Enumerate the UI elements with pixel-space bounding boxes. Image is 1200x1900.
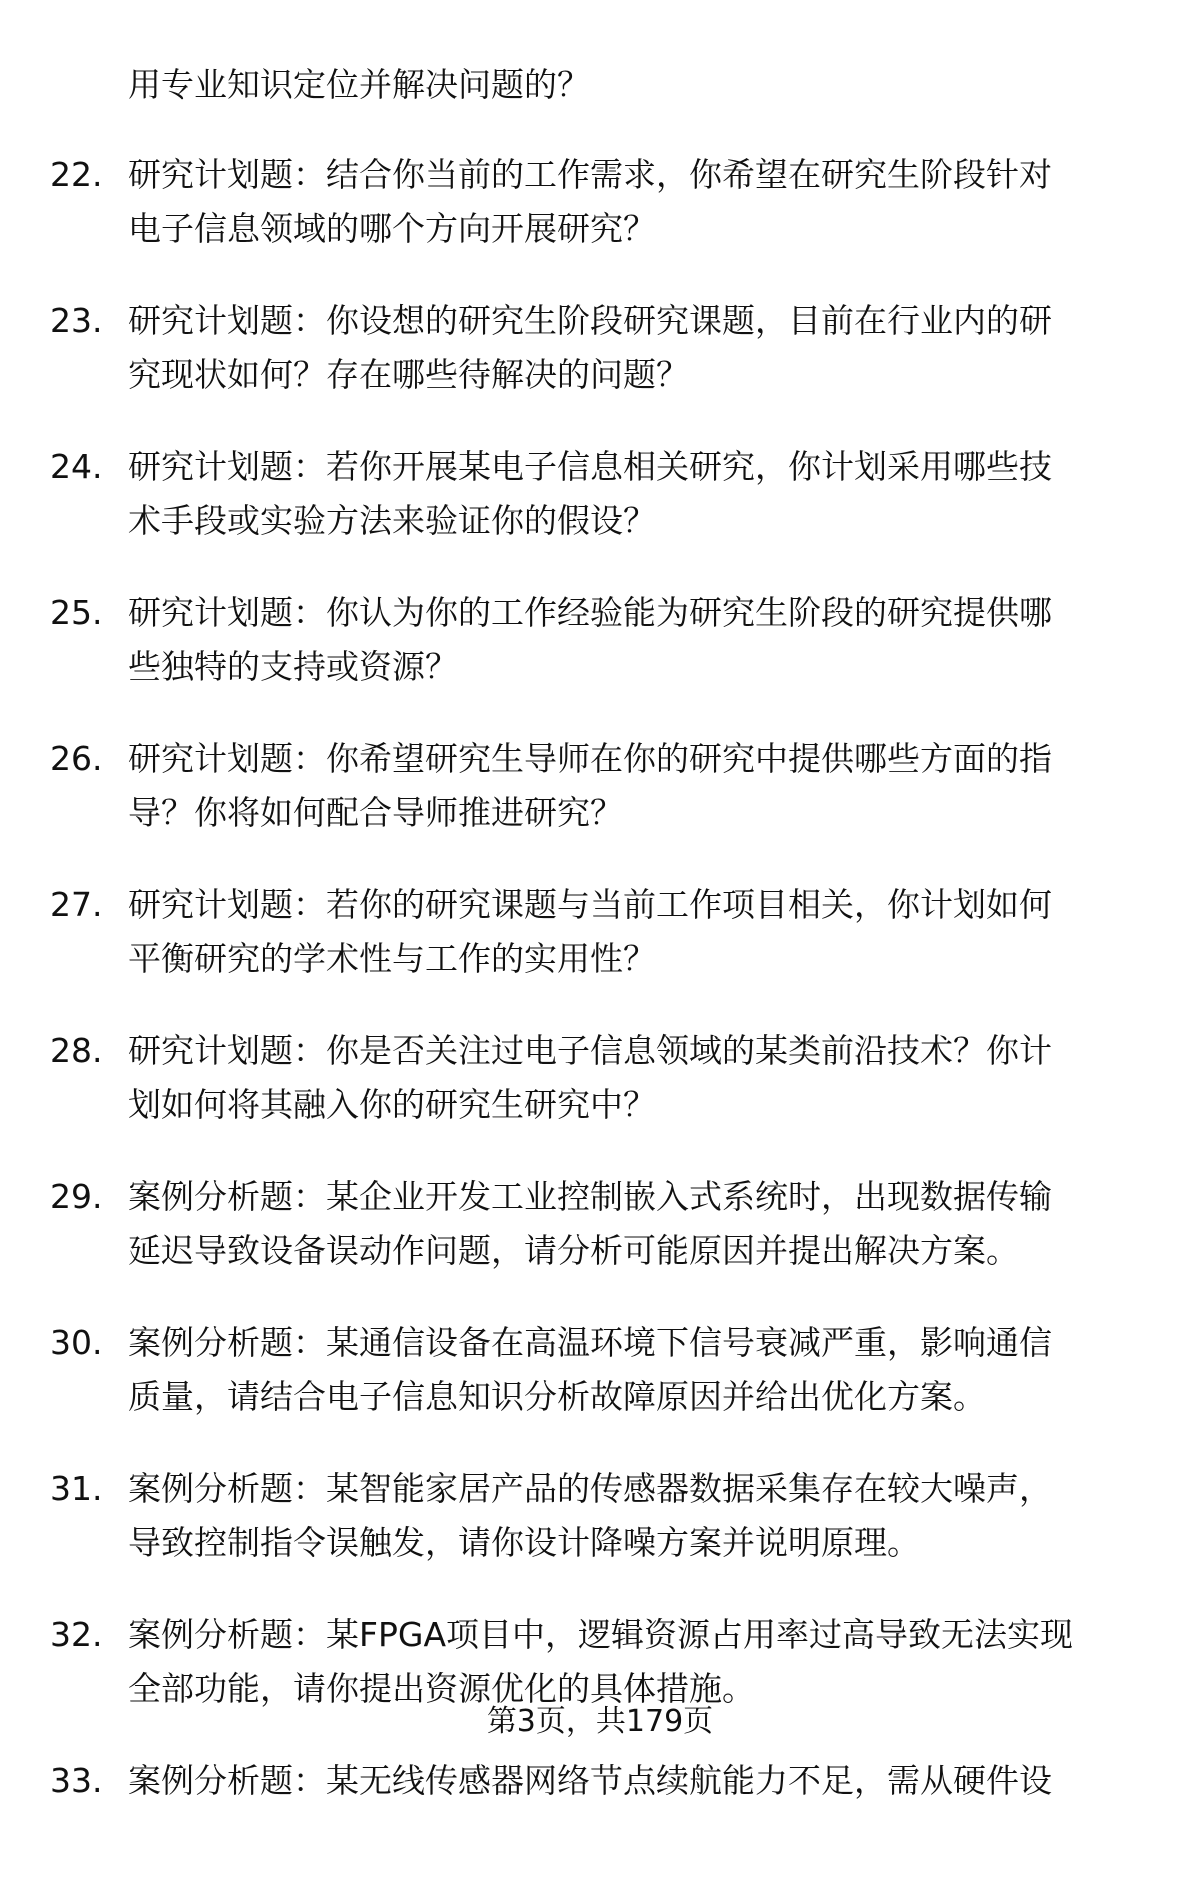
page-number-footer: 第3页，共179页: [486, 1704, 714, 1739]
question-line: 究现状如何？存在哪些待解决的问题？: [128, 355, 689, 394]
question-line: 延迟导致设备误动作问题，请分析可能原因并提出解决方案。: [128, 1231, 1019, 1270]
question-text: [128, 1316, 1158, 1424]
question-text: [128, 732, 1158, 840]
question-item: [0, 1754, 1200, 1900]
continued-question-text: 用专业知识定位并解决问题的？: [128, 65, 590, 104]
question-line: 研究计划题：你认为你的工作经验能为研究生阶段的研究提供哪: [128, 593, 1052, 632]
question-item: [0, 1170, 1200, 1316]
question-text: [128, 1024, 1158, 1132]
question-line: 研究计划题：结合你当前的工作需求，你希望在研究生阶段针对: [128, 155, 1052, 194]
question-item: [0, 148, 1200, 294]
question-item: [0, 440, 1200, 586]
question-number: 30.: [50, 1323, 103, 1362]
question-line: 导？你将如何配合导师推进研究？: [128, 793, 623, 832]
question-item: [0, 1462, 1200, 1608]
question-item: [0, 1024, 1200, 1170]
question-line: 案例分析题：某企业开发工业控制嵌入式系统时，出现数据传输: [128, 1177, 1052, 1216]
question-line: 电子信息领域的哪个方向开展研究？: [128, 209, 656, 248]
question-item: [0, 732, 1200, 878]
question-item: [0, 294, 1200, 440]
question-number: 29.: [50, 1177, 103, 1216]
question-number: 25.: [50, 593, 103, 632]
question-line: 术手段或实验方法来验证你的假设？: [128, 501, 656, 540]
question-number: 27.: [50, 885, 103, 924]
question-text: [128, 878, 1158, 986]
question-text: [128, 1462, 1158, 1570]
question-text: [128, 1754, 1158, 1808]
question-text: [128, 1170, 1158, 1278]
question-line: 些独特的支持或资源？: [128, 647, 458, 686]
question-number: 31.: [50, 1469, 103, 1508]
question-line: 研究计划题：若你的研究课题与当前工作项目相关，你计划如何: [128, 885, 1052, 924]
question-line: 划如何将其融入你的研究生研究中？: [128, 1085, 656, 1124]
question-line: 质量，请结合电子信息知识分析故障原因并给出优化方案。: [128, 1377, 986, 1416]
question-text: [128, 586, 1158, 694]
question-text: [128, 148, 1158, 256]
question-line: 研究计划题：你是否关注过电子信息领域的某类前沿技术？你计: [128, 1031, 1052, 1070]
question-number: 23.: [50, 301, 103, 340]
question-item: [0, 878, 1200, 1024]
question-line: 案例分析题：某通信设备在高温环境下信号衰减严重，影响通信: [128, 1323, 1052, 1362]
question-item: [0, 1316, 1200, 1462]
question-text: [128, 1608, 1158, 1716]
question-line: 平衡研究的学术性与工作的实用性？: [128, 939, 656, 978]
question-line: 案例分析题：某无线传感器网络节点续航能力不足，需从硬件设: [128, 1761, 1052, 1800]
question-line: 研究计划题：你希望研究生导师在你的研究中提供哪些方面的指: [128, 739, 1052, 778]
question-number: 32.: [50, 1615, 103, 1654]
question-item: [0, 586, 1200, 732]
question-line: 研究计划题：若你开展某电子信息相关研究，你计划采用哪些技: [128, 447, 1052, 486]
question-line: 案例分析题：某FPGA项目中，逻辑资源占用率过高导致无法实现: [128, 1615, 1074, 1654]
question-number: 24.: [50, 447, 103, 486]
question-line: 导致控制指令误触发，请你设计降噪方案并说明原理。: [128, 1523, 920, 1562]
question-line: 全部功能，请你提出资源优化的具体措施。: [128, 1669, 755, 1708]
question-text: [128, 440, 1158, 548]
question-line: 案例分析题：某智能家居产品的传感器数据采集存在较大噪声，: [128, 1469, 1052, 1508]
question-number: 28.: [50, 1031, 103, 1070]
question-text: [128, 294, 1158, 402]
question-number: 26.: [50, 739, 103, 778]
question-list: [0, 148, 1200, 1900]
question-number: 22.: [50, 155, 103, 194]
question-line: 研究计划题：你设想的研究生阶段研究课题，目前在行业内的研: [128, 301, 1052, 340]
question-number: 33.: [50, 1761, 103, 1800]
